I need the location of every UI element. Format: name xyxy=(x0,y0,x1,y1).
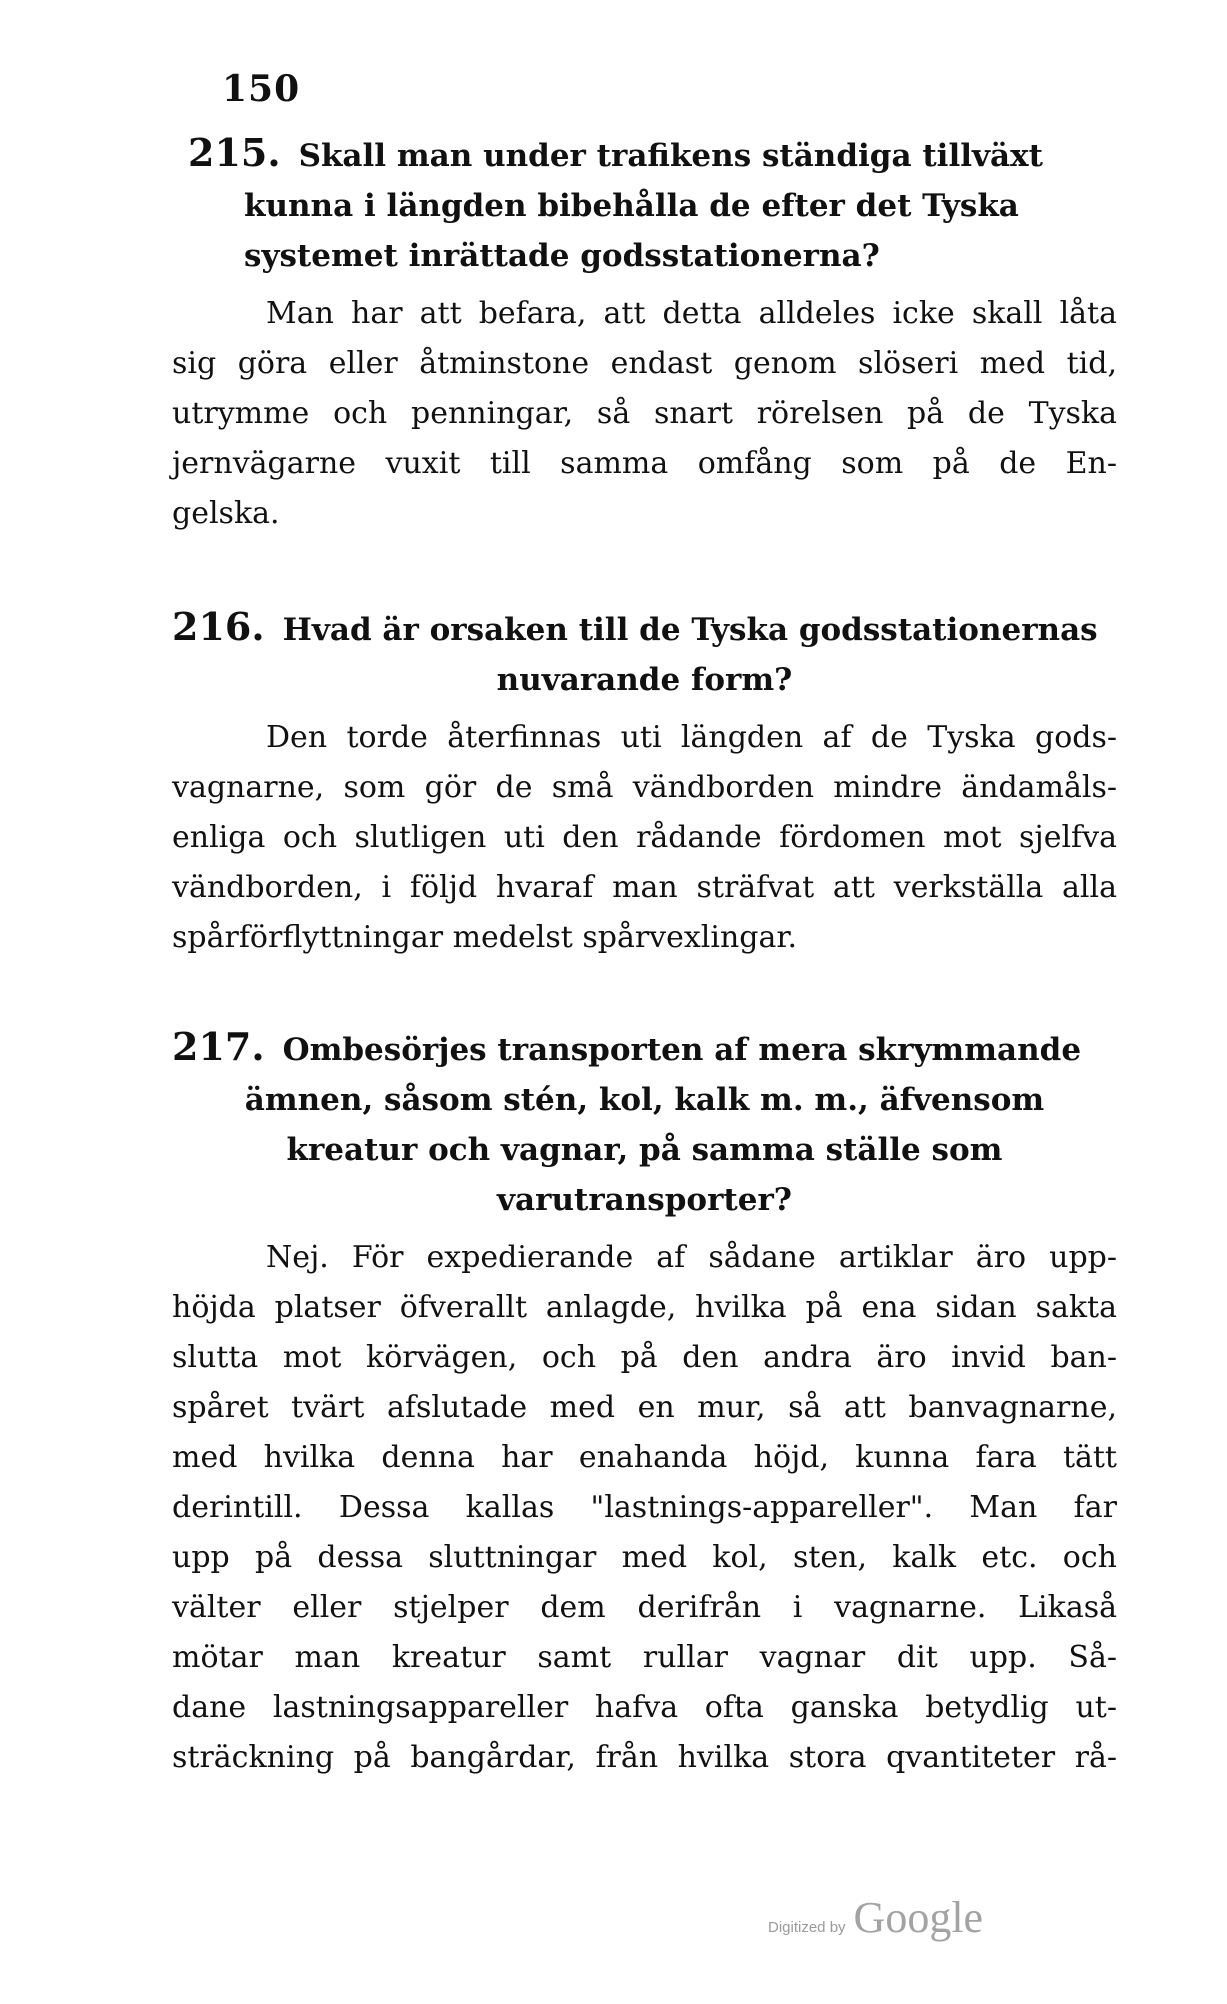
answer-line: jernvägarne vuxit till samma omfång som på de En- xyxy=(172,446,1117,481)
answer-line: Nej. För expedierande af sådane artiklar äro upp- xyxy=(266,1240,1117,1275)
answer-line: sträckning på bangårdar, från hvilka stora qvantiteter rå- xyxy=(172,1740,1117,1775)
answer-line: med hvilka denna har enahanda höjd, kunna fara tätt xyxy=(172,1440,1117,1475)
google-logo: Google xyxy=(853,1893,984,1942)
answer-paragraph xyxy=(172,1233,1117,1783)
answer-line: vändborden, i följd hvaraf man sträfvat att verkställa alla xyxy=(172,870,1117,905)
question-line: 216. Hvad är orsaken till de Tyska godsstationernas xyxy=(172,604,1098,649)
answer-line: mötar man kreatur samt rullar vagnar dit upp. Så- xyxy=(172,1640,1117,1675)
answer-line: höjda platser öfverallt anlagde, hvilka på ena sidan sakta xyxy=(172,1290,1117,1325)
question-line: 215. Skall man under trafikens ständiga tillväxt xyxy=(188,130,1043,175)
answer-line: spårförflyttningar medelst spårvexlingar. xyxy=(172,920,797,955)
answer-line: enliga och slutligen uti den rådande fördomen mot sjelfva xyxy=(172,820,1117,855)
section-216 xyxy=(172,602,1117,963)
question-line: kreatur och vagnar, på samma ställe som xyxy=(286,1132,1003,1168)
question-number: 217. xyxy=(172,1024,265,1069)
question-heading xyxy=(172,128,1117,281)
answer-line: slutta mot körvägen, och på den andra äro invid ban- xyxy=(172,1340,1117,1375)
answer-line: sig göra eller åtminstone endast genom slöseri med tid, xyxy=(172,346,1117,381)
answer-line: upp på dessa sluttningar med kol, sten, kalk etc. och xyxy=(172,1540,1117,1575)
question-number: 216. xyxy=(172,604,265,649)
question-heading xyxy=(172,1022,1117,1225)
digitized-by-google-watermark xyxy=(768,1892,983,1943)
answer-paragraph xyxy=(172,289,1117,539)
page-number: 150 xyxy=(222,68,301,110)
question-line: 217. Ombesörjes transporten af mera skrymmande xyxy=(172,1024,1082,1069)
section-217 xyxy=(172,1022,1117,1783)
section-215 xyxy=(172,128,1117,539)
answer-line: välter eller stjelper dem derifrån i vagnarne. Likaså xyxy=(172,1590,1117,1625)
answer-line: dane lastningsappareller hafva ofta ganska betydlig ut- xyxy=(172,1690,1117,1725)
answer-line: gelska. xyxy=(172,496,280,531)
question-line: varutransporter? xyxy=(497,1182,792,1218)
answer-line: Man har att befara, att detta alldeles icke skall låta xyxy=(266,296,1117,331)
answer-line: derintill. Dessa kallas "lastnings-appareller". Man far xyxy=(172,1490,1117,1525)
question-line: kunna i längden bibehålla de efter det Tyska xyxy=(244,188,1019,224)
answer-paragraph xyxy=(172,713,1117,963)
answer-line: utrymme och penningar, så snart rörelsen på de Tyska xyxy=(172,396,1117,431)
answer-line: vagnarne, som gör de små vändborden mindre ändamåls- xyxy=(172,770,1117,805)
question-line: ämnen, såsom stén, kol, kalk m. m., äfvensom xyxy=(244,1082,1045,1118)
answer-line: Den torde återfinnas uti längden af de Tyska gods- xyxy=(266,720,1117,755)
watermark-prefix: Digitized by xyxy=(768,1919,846,1936)
question-heading xyxy=(172,602,1117,705)
question-line: systemet inrättade godsstationerna? xyxy=(244,238,880,274)
question-number: 215. xyxy=(188,130,281,175)
answer-line: spåret tvärt afslutade med en mur, så att banvagnarne, xyxy=(172,1390,1117,1425)
question-line: nuvarande form? xyxy=(496,662,793,698)
